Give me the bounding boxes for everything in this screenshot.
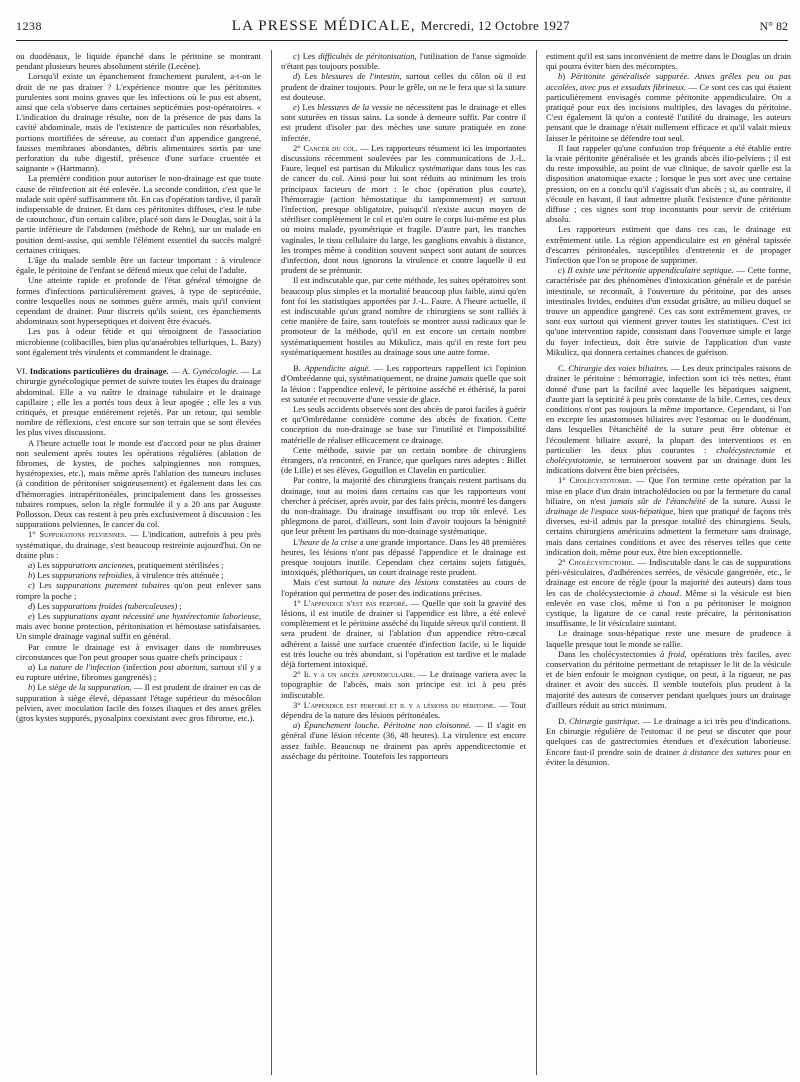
column-left — [16, 51, 261, 1075]
paragraph: Il est indiscutable que, par cette méthode, les suites opératoires sont beaucoup plus simples et la mortalité beaucoup plus faible, ainsi qu'en font foi les statistiques apportées par J.-L. Faure. A l'heure actuelle, il est indiscutable qu'un grand nombre de chirurgiens se sont ralliés à cette manière de faire, sans toutefois se montrer aussi radicaux que le promoteur de la méthode, qu'il en est encore un certain nombre systématiquement hostiles au Mikulicz, mais qu'il en reste fort peu systématiquement hostiles au drainage sous une autre forme. — [281, 275, 526, 357]
paragraph: Le drainage sous-hépatique reste une mesure de prudence à laquelle presque tout le monde se rallie. — [546, 628, 791, 649]
paragraph: d) Les blessures de l'intestin, surtout celles du côlon où il est prudent de drainer toujours. Pour le grêle, on ne le fera que si la suture est douteuse. — [281, 71, 526, 102]
paragraph: Il faut rappeler qu'une confusion trop fréquente a été établie entre la vraie péritonite généralisée et les grands abcès ilio-pelviens ; il est du reste impossible, au point de vue clinique, de savoir quelle est la disposition anatomique exacte ; lorsque le pus sort avec une certaine pression, on en a conclu qu'il s'agissait d'un abcès ; si, au contraire, il s'écoule en bavant, il faut admettre plutôt l'existence d'une péritonite diffuse ; ces signes sont trop inconstants pour servir de critérium absolu. — [546, 142, 791, 225]
paragraph: 1° L'appendice n'est pas perforé. — Quelle que soit la gravité des lésions, il est inutile de drainer si l'appendice est libre, a été enlevé complètement et le péritoine asséché du liquide séreux qu'il contient. Il sera prudent de drainer, si l'ablation d'un appendice rétro-cæcal adhérent a laissé une surface cruentée d'infection facile, si le liquide est très louche ou très abondant, si l'opération est tardive et le malade déjà fortement intoxiqué. — [281, 597, 526, 669]
issue-date: Mercredi, 12 Octobre 1927 — [420, 18, 570, 33]
paragraph: Lorsqu'il existe un épanchement franchement purulent, a-t-on le droit de ne pas drainer ? L'expérience montre que les péritonites purulentes sont moins graves que les infections où le pus est absent, ainsi que cela s'observe dans certaines septicémies post-opératoires. « L'indication du drainage résulte, non de la présence de pus dans la cavité abdominale, mais de l'existence de particules non résorbables, portions mortifiées de séreuse, au contact d'un appendice gangrené, fausses membranes abondantes, débris alimentaires sortis par une perforation du tube digestif, présence d'une surface cruentée et saignante » (Hartmann). — [16, 71, 261, 174]
issue-number: N° 82 — [759, 19, 788, 33]
article-columns — [16, 51, 792, 1075]
paragraph: c) Les suppurations purement tubaires qu'on peut enlever sans rompre la poche ; — [16, 580, 261, 601]
paragraph: c) Il existe une péritonite appendiculaire septique. — Cette forme, caractérisée par des phénomènes d'intoxication générale et de parésie intestinale, se reconnaît, à l'ouverture du péritoine, par des anses intestinales livides, enduites d'un exsudat grisâtre, au milieu duquel se trouve un appendice gangrené. Ces cas sont extrêmement graves, ce sont eux surtout qui viennent grever toutes les statistiques. C'est ici qu'une intervention rapide, consistant dans l'ouverture simple et large du foyer infectieux, doit être suivie de l'application d'un vaste Mikulicz, qui donnera certaines chances de guérison. — [546, 265, 791, 357]
paragraph: a) Les suppurations anciennes, pratiquement stérilisées ; — [28, 559, 224, 570]
paragraph: C. Chirurgie des voies biliaires. — Les deux principales raisons de drainer le péritoine : hémorragie, infection sont ici très nettes, étant donné d'une part la facilité avec laquelle les hépatiques saignent, d'autre part la septicité à peu près constante de la bile. Certes, ces deux conditions n'ont pas toujours la même importance. Cependant, si l'on en excepte les anastomoses biliaires avec l'estomac ou le duodénum, dans lesquelles l'étanchéité de la suture peut être obtenue et l'écoulement biliaire assuré, la plupart des interventions et en particulier les deux plus courantes : cholécystectomie et cholécystotomie, se termineront souvent par un drainage dont les indications doivent être bien précisées. — [546, 363, 791, 476]
paragraph: estiment qu'il est sans inconvénient de mettre dans le Douglas un drain qui pourra éviter bien des mécomptes. — [546, 51, 791, 72]
paragraph: e) Les blessures de la vessie ne nécessitent pas le drainage et elles sont suturées en tissus sains. La sonde à demeure suffit. Par contre il est prudent d'isoler par des mèches une suture pratiquée en zone infectée. — [281, 102, 526, 143]
paragraph: La première condition pour autoriser le non-drainage est que toute cause de réinfection ait été enlevée. La seconde condition, c'est que le malade soit opéré suffisamment tôt. En cas d'opération tardive, il paraît indispensable de drainer. Et dans ces péritonites diffuses, c'est le tube de caoutchouc, d'un certain calibre, placé soit dans le Douglas, soit à la partie inférieure de l'abdomen (méthode de Rehn), sur un malade en position demi-assise, qui semble l'élément essentiel du succès malgré certaines critiques. — [16, 173, 261, 255]
paragraph: b) Les suppurations refroidies, à virulence très atténuée ; — [28, 570, 224, 581]
paragraph: A l'heure actuelle tout le monde est d'accord pour ne plus drainer non seulement après toutes les opérations régulières (ablation de fibromes, de kystes, de poches salpingiennes non rompues, hystéropexies, etc.), mais même après l'ablation des tumeurs incluses (à condition de péritoniser soigneusement) et également dans les cas d'hémorragies intrapéritonéales, principalement dans les grossesses tubaires rompues, selon la règle formulée il y a 20 ans par Auguste Pollosson. Deux cas restent à peu près exclusivement à discussion : les suppurations pelviennes, le cancer du col. — [16, 437, 261, 530]
paragraph: c) Les difficultés de péritonisation, l'utilisation de l'anse sigmoïde n'étant pas toujours possible. — [281, 51, 526, 72]
paragraph: Par contre le drainage est à envisager dans de nombreuses circonstances que l'on peut grouper sous quatre chefs principaux : — [16, 641, 261, 662]
column-right — [546, 51, 791, 1075]
paragraph: Par contre, la majorité des chirurgiens français restent partisans du drainage, tout au moins dans certains cas que les rapporteurs vont chercher à préciser, après avoir, par des faits précis, montré les dangers du non-drainage. Du drainage insuffisant ou trop tôt enlevé. Les phlegmons de paroi, d'ailleurs, sont loin d'avoir toujours la bénignité que leur prêtent les partisans du non-drainage systématique. — [281, 475, 526, 537]
paragraph: 2° Cholécystectomie. — Indiscutable dans le cas de suppurations péri-vésiculaires, d'adhérences serrées, de vésicule gangrenée, etc., le drainage est encore de règle (pour la majorité des auteurs) dans tous les cas de cholécystectomie à chaud. Même si la vésicule est bien enlevée en vase clos, même si l'on a pu péritoniser le moignon cystique, la ligature de ce canal reste précaire, la péritonisation insuffisante, le lit vésiculaire suintant. — [546, 556, 791, 629]
paragraph: Cette méthode, suivie par un certain nombre de chirurgiens étrangers, n'a rencontré, en France, que quelques rares adeptes : Billet (de Lille) et ses élèves, Goguillon et Clavelin en particulier. — [281, 444, 526, 476]
journal-title — [232, 18, 570, 35]
journal-name: LA PRESSE MÉDICALE, — [231, 18, 416, 34]
paragraph: Les rapporteurs estiment que dans ces cas, le drainage est extrêmement utile. La région appendiculaire est en général tapissée d'escarres péritonéales, susceptibles d'entretenir et de propager l'infection que l'on se propose de supprimer. — [546, 224, 791, 266]
column-middle — [281, 51, 526, 1075]
paragraph: Une atteinte rapide et profonde de l'état général témoigne de formes d'infections particulièrement graves, à type de septicémie, contre lesquelles nous ne sommes guère armés, mais qu'il convient cependant de drainer. Pour discrets qu'ils soient, ces épanchements abdominaux sont hyperseptiques et doivent être évacués. — [16, 275, 261, 327]
paragraph: 2° Il y a un abcès appendiculaire. — Le drainage variera avec la topographie de l'abcès, mais son principe est ici à peu près indiscutable. — [281, 669, 526, 700]
running-head — [16, 18, 788, 41]
paragraph: 3° L'appendice est perforé et il y a lésions du péritoine. — Tout dépendra de la nature des lésions péritonéales. — [281, 699, 526, 720]
paragraph: a) Épanchement louche. Péritoine non cloisonné. — Il s'agit en général d'une lésion récente (36, 48 heures). La virulence est encore assez faible. Beaucoup ne drainent pas après appendicectomie et asséchage du péritoine. Toutefois les rapporteurs — [281, 720, 526, 761]
paragraph: 2° Cancer du col. — Les rapporteurs résument ici les importantes discussions récemment soulevées par les communications de J.-L. Faure, lequel est partisan du Mikulicz systématique dans tous les cas de cancer du col. Ainsi pour lui sont réduits au minimum les trois principaux facteurs de mort : le choc (opération plus courte), l'hémorragie (action hémostatique du tamponnement) et surtout l'infection, presque obligatoire, puisqu'il n'existe aucun moyen de stériliser complètement le col et qu'en outre le corps lui-même est plus ou moins malade, pyométrique et fragile. D'autre part, les tranches vaginales, le tissu cellulaire du large, les ganglions envahis à distance, les trompes même à condition souvent suspect sont autant de sources d'infection, dont nous ignorons la virulence et contre laquelle il est prudent de se prémunir. — [281, 142, 526, 276]
paragraph: 1° Cholécystotomie. — Que l'on termine cette opération par la mise en place d'un drain intracholédocien ou par la fermeture du canal biliaire, on n'est jamais sûr de l'étanchéité de la suture. Aussi le drainage de l'espace sous-hépatique, bien que pratiqué de façons très diverses, est-il admis par la presque totalité des chirurgiens. Seuls, certains chirurgiens américains admettent la fermeture sans drainage, mais dans certaines conditions et avec des réserves telles que cette indication doit, même pour eux, être bien exceptionnelle. — [546, 475, 791, 557]
paragraph: Mais c'est surtout la nature des lésions constatées au cours de l'opération qui permettra de poser des indications précises. — [281, 577, 526, 598]
paragraph: Les pus à odeur fétide et qui témoignent de l'association microbienne (colibacilles, bien plus qu'anaérobies telluriques, L. Bazy) sont également très virulents et commandent le drainage. — [16, 326, 261, 357]
page-number: 1238 — [16, 19, 42, 33]
paragraph: a) La nature de l'infection (infection post abortum, surtout s'il y a eu rupture utérine, fibromes gangrenés) ; — [16, 661, 261, 683]
paragraph: b) Péritonite généralisée suppurée. Anses grêles peu ou pas accolées, avec pus et exsudats fibrineux. — Ce sont ces cas qui étaient particulièrement envisagés comme péritonite appendiculaire. On a pratiqué pour eux des incisions multiples, des lavages du péritoine. C'est également là qu'on a contesté l'utilité du drainage, les auteurs pensant que le drainage n'était nullement efficace et qu'il valait mieux laisser le péritoine se défendre tout seul. — [546, 71, 791, 143]
paragraph: Les seuls accidents observés sont des abcès de paroi faciles à guérir et qu'Ombrédanne considère comme des abcès de fixation. Cette conception du non-drainage se base sur l'inutilité et l'impossibilité matérielle de réaliser efficacement ce drainage. — [281, 403, 526, 445]
paragraph: VI. Indications particulières du drainage. — A. Gynécologie. — La chirurgie gynécologique permet de suivre toutes les étapes du drainage abdominal. Elle a vu naître le drainage tubulaire et le drainage capillaire ; elle les a portés tous deux à leur apogée ; elle les a vus critiqués, et presque entièrement rejetés. Par un retour, qui semble nombre de réflexions, c'est encore sur son terrain que se sont élevées les plus vives discussions. — [16, 366, 261, 438]
paragraph: ou duodénaux, le liquide épanché dans le péritoine se montrant pendant plusieurs heures absolument stérile (Lecène). — [16, 51, 261, 72]
paragraph: b) Le siège de la suppuration. — Il est prudent de drainer en cas de suppuration à siège élevé, dépassant l'étage supérieur du mésocôlon pelvien, avec inoculation facile des fosses iliaques et des anses grêles (gros kystes suppurés, pyosalpinx coexistant avec gros fibrome, etc.). — [16, 682, 261, 723]
paragraph: L'âge du malade semble être un facteur important : à virulence égale, le péritoine de l'enfant se défend mieux que celui de l'adulte. — [16, 255, 261, 276]
paragraph: L'heure de la crise a une grande importance. Dans les 48 premières heures, les lésions n'ont pas dépassé l'appendice et le drainage est presque toujours inutile. Cependant chez certains sujets fatigués, intoxiqués, pléthoriques, un court drainage reste prudent. — [281, 536, 526, 578]
paragraph: d) Les suppurations froides (tuberculeuses) ; — [28, 600, 182, 611]
paragraph: Dans les cholécystectomies à froid, opérations très faciles, avec conservation du péritoine permettant de retapisser le lit de la vésicule et de bien enfouir le moignon cystique, on peut, à la rigueur, ne pas drainer et avoir des succès. Il semble toutefois plus prudent à la majorité des auteurs de conserver pendant quelques jours un drainage d'ailleurs réduit au strict minimum. — [546, 648, 791, 710]
paragraph: 1° Suppurations pelviennes. — L'indication, autrefois à peu près systématique, du drainage, s'est beaucoup restreinte aujourd'hui. On ne draine plus : — [16, 529, 261, 560]
paragraph: D. Chirurgie gastrique. — Le drainage a ici très peu d'indications. En chirurgie régulière de l'estomac il ne peut se discuter que pour quelques cas de gastrectomies étendues et d'exécution laborieuse. Encore faut-il prendre soin de drainer à distance des sutures pour en éviter la désunion. — [546, 716, 791, 767]
paragraph: e) Les suppurations ayant nécessité une hystérectomie laborieuse, mais avec bonne protection, péritonisation et hémostase satisfaisantes. Un simple drainage vaginal suffit en général. — [16, 610, 261, 642]
paragraph: B. Appendicite aiguë. — Les rapporteurs rappellent ici l'opinion d'Ombrédanne qui, systématiquement, ne draine jamais quelle que soit la lésion : l'appendice enlevé, le péritoine asséché et éthérisé, la paroi est suturée et recouverte d'une vessie de glace. — [281, 363, 526, 404]
